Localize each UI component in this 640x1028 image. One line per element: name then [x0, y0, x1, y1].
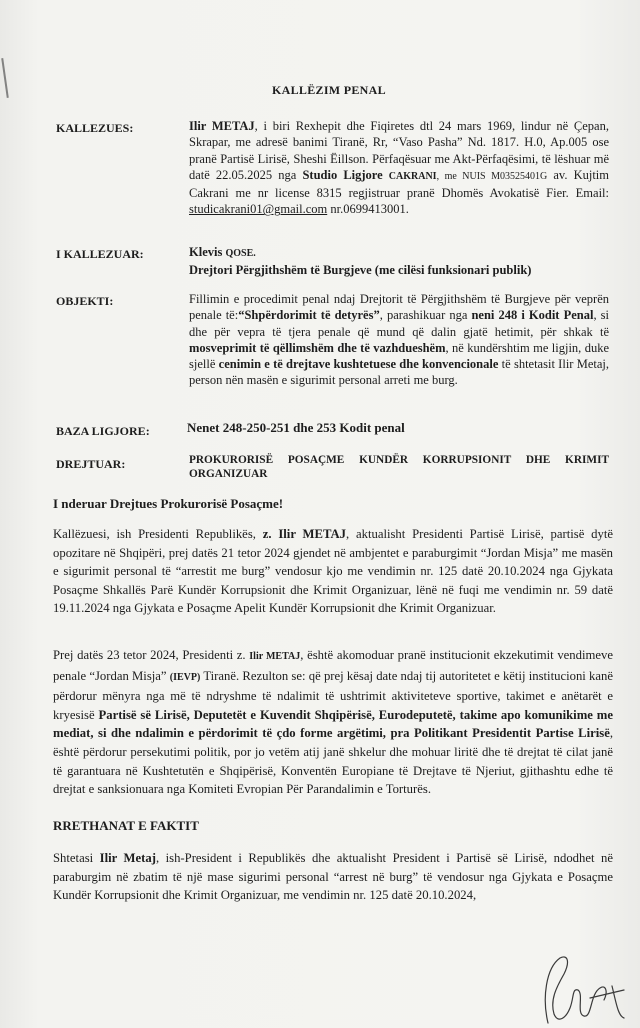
drejtuar-text: PROKURORISË POSAÇME KUNDËR KORRUPSIONIT DHE KRIMIT ORGANIZUAR: [189, 454, 609, 480]
drejtuar-label: DREJTUAR:: [56, 457, 126, 471]
ikallezuar-role: Drejtori Përgjithshëm të Burgjeve (me cilësi funksionari publik): [189, 263, 532, 278]
ikallezuar-label: I KALLEZUAR:: [56, 247, 144, 261]
ikallezuar-block: [189, 244, 609, 279]
objekti-label: OBJEKTI:: [56, 294, 114, 308]
studio-cakrani: CAKRANI: [388, 170, 437, 182]
document-title: KALLËZIM PENAL: [272, 83, 386, 97]
paragraph-3: Shtetasi Ilir Metaj, ish-President i Republikës dhe aktualisht President i Partisë së Lirisë, ndodhet në paraburgim në zbatim të një mase sigurimi personal “arrest në burg” të vendosur nga Gjykata e Posaçme Kundër Korrupsionit dhe Krimit Organizuar, me vendimin nr. 125 datë 20.10.2024,: [53, 851, 613, 903]
salutation: I nderuar Drejtues Prokurorisë Posaçme!: [53, 496, 284, 511]
baza-label: BAZA LIGJORE:: [56, 424, 150, 438]
paragraph-2: Prej datës 23 tetor 2024, Presidenti z. Ilir METAJ, është akomoduar pranë institucionit ekzekutimit vendimeve penale “Jordan Misja” (IEVP) Tiranë. Rezulton se: që prej kësaj date ndaj tij autoritetet e këtij institucioni kanë përdorur mënyra nga më të ndryshme të ndalimit të ushtrimit aktiviteteve sportive, takimet e anëtarët e kryesisë Partisë së Lirisë, Deputetët e Kuvendit Shqipërisë, Eurodeputetë, takime apo komunikime me mediat, si dhe ndalimin e përdorimit të çdo forme argëtimi, pra Politikant Presidentit Partise Lirisë, është përdorur persekutimi politik, por jo vetëm atij janë shkelur dhe mohuar liritë dhe të drejtat të cilat janë të garantuara në Kushtetutën e Shqipërisë, Konventën Europiane të Drejtave të Njeriut, gjithashtu edhe të drejtat e sanksionuara nga Komiteti Evropian Për Parandalimin e Torturës.: [53, 648, 613, 797]
handwritten-signature: [520, 928, 640, 1028]
studio-name: Studio Ligjore: [302, 167, 383, 182]
nuis: , me NUIS M03525401G: [436, 170, 548, 182]
ikallezuar-name: Klevis QOSE.: [189, 245, 256, 259]
section-heading-rrethanat: RRETHANAT E FAKTIT: [53, 818, 199, 833]
objekti-block: Fillimin e procedimit penal ndaj Drejtorit të Përgjithshëm të Burgjeve për veprën penale të:“Shpërdorimit të detyrës”, parashikuar nga neni 248 i Kodit Penal, si dhe për vepra të tjera penale që mund që dalin gjatë hetimit, për shkak të mosveprimit të qëllimshëm dhe të vazhdueshëm, në kundërshtim me ligjin, duke sjellë cenimin e të drejtave kushtetuese dhe konvencionale të shtetasit Ilir Metaj, person nën masën e sigurimit personal arreti me burg.: [189, 292, 609, 388]
kallezues-label: KALLEZUES:: [56, 121, 134, 135]
baza-text: Nenet 248-250-251 dhe 253 Kodit penal: [187, 420, 405, 435]
phone: nr.0699413001.: [327, 202, 409, 217]
margin-mark: [1, 58, 9, 98]
paragraph-1: Kallëzuesi, ish Presidenti Republikës, z. Ilir METAJ, aktualisht Presidenti Partisë Lirisë, partisë dytë opozitare në Shqipëri, prej datës 21 tetor 2024 gjendet në ambjentet e paraburgimit “Jordan Misja” me masën e sigurimit personal të “arrestit me burg” vendosur kjo me vendimin nr. 125 datë 20.10.2024 nga Gjykata Posaçme Shkallës Parë Kundër Korrupsionit dhe Krimit Organizuar, lënë në fuqi me vendimin nr. 59 datë 19.11.2024 nga Gjykata e Posaçme Apelit Kundër Korrupsionit dhe Krimit Organizuar.: [53, 527, 614, 616]
kallezues-text-2: av. Kujtim Cakrani me nr license 8315 regjistruar pranë Dhomës Avokatisë Fier. Email:: [189, 167, 609, 201]
kallezues-name: Ilir METAJ: [189, 119, 255, 133]
kallezues-text: , i biri Rexhepit dhe Fiqiretes dtl 24 mars 1969, lindur në Çepan, Skrapar, me adresë banimi Tiranë, Rr, “Vaso Pasha” Nd. 1817. H.0, Ap.005 ose pranë Partisë Lirisë, Sheshi Ëillson. Përfaqësuar me Akt-Përfaqësimi, të lëshuar më datë 22.05.2025 nga: [189, 119, 609, 182]
email-link[interactable]: studicakrani01@gmail.com: [189, 202, 328, 217]
kallezues-block: [189, 118, 609, 218]
